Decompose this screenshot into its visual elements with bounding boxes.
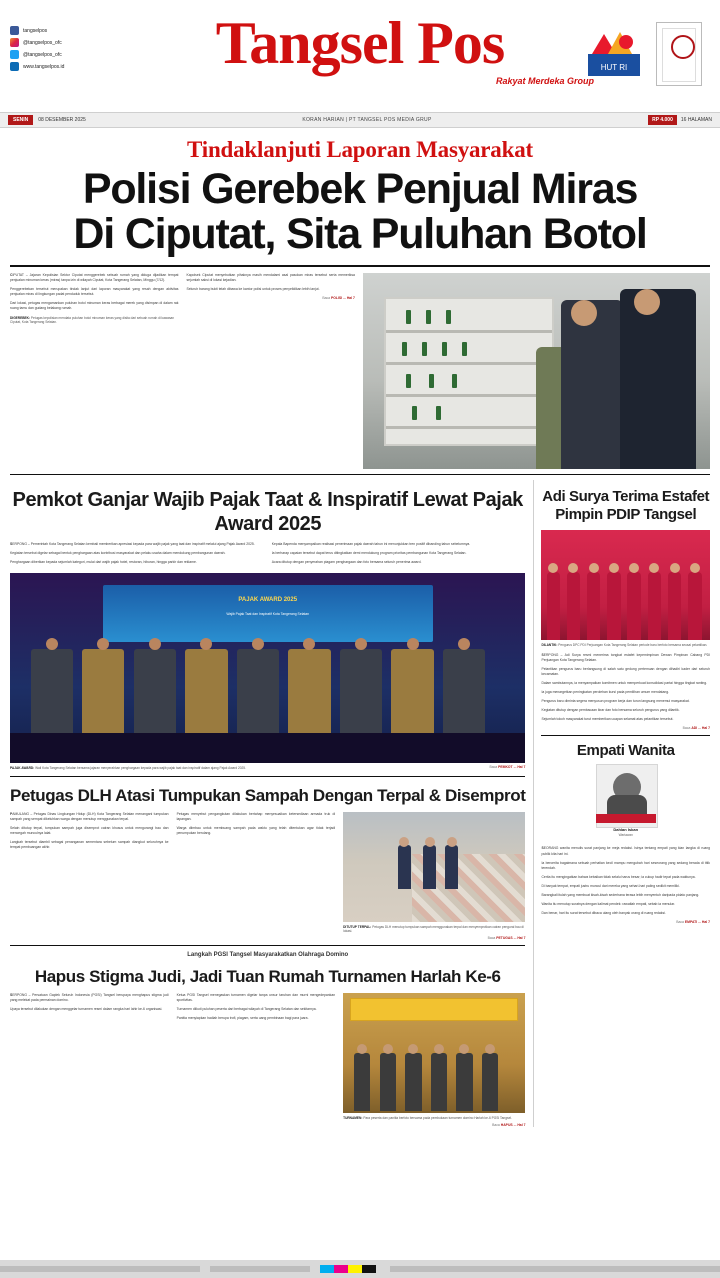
dlh-photo (343, 812, 525, 922)
shelf-shape (384, 297, 555, 446)
lead-col-2 (186, 273, 354, 469)
paragraph: SEORANG wanita menulis surat panjang ke meja redaksi. Isinya tentang empati yang kian langka di ruang publik kita hari ini. (541, 846, 710, 856)
judi-overline: Langkah PGSI Tangsel Masyarakatkan Olahraga Domino (187, 952, 349, 959)
secondary-row (10, 480, 710, 1127)
lead-text-2 (186, 273, 354, 292)
paragraph: Dalam sambutannya, ia menyampaikan komitmen untuk memperkuat konsolidasi partai hingga tingkat ranting. (541, 680, 708, 685)
paragraph: Kegiatan ditutup dengan pembacaan ikrar dan foto bersama seluruh pengurus yang dilantik. (541, 708, 680, 713)
masthead-title: Tangsel Pos (215, 10, 505, 76)
paragraph: Barangkali itulah yang membuat kisah-kisah sederhana terasa lebih menyentuh daripada pidato panjang. (541, 893, 700, 897)
stage-screen (103, 585, 433, 642)
paragraph: CIPUTAT – Jajaran Kepolisian Sektor Ciputat menggerebek sebuah rumah yang diduga dijadikan tempat penjualan minuman keras (miras) tanpa izin di wilayah Ciputat, Kota Tangerang Selatan, Minggu (7/12). (10, 273, 179, 283)
judi-col-1 (10, 993, 169, 1127)
judi-photo-caption (343, 1116, 525, 1121)
columnist-role: Wartawan (618, 833, 633, 838)
lead-headline-line2: Di Ciputat, Sita Puluhan Botol (73, 210, 647, 258)
opinion-jump[interactable] (541, 920, 710, 924)
columnist-namebar (596, 814, 656, 823)
pajak-caption-row (10, 763, 525, 771)
jump-target: EMPATI ... Hal 7 (684, 920, 710, 925)
paragraph: Petugas menyebut pengangkutan dilakukan bertahap menyesuaikan ketersediaan armada truk di lapangan. (176, 811, 336, 821)
jump-label: Baca (322, 296, 331, 301)
dlh-photo-block (343, 812, 525, 940)
dlh-text-1 (10, 812, 169, 851)
paragraph: Kepala Bapenda menyampaikan realisasi penerimaan pajak daerah tahun ini menunjukkan tren positif dibanding tahun sebelumnya. (271, 542, 471, 546)
paragraph: Kegiatan tersebut digelar sebagai bentuk penghargaan atas kontribusi masyarakat dan pelaku usaha dalam mendukung pembangunan daerah. (10, 551, 226, 556)
paragraph: Seluruh barang bukti telah dibawa ke kantor polisi untuk proses penyelidikan lebih lanjut. (186, 287, 320, 292)
dlh-row (10, 812, 525, 940)
print-registration-bar (0, 1260, 720, 1278)
jump-target: POLISI ... Hal 7 (331, 296, 355, 301)
color-mark-magenta (334, 1265, 348, 1273)
jump-label: Baca (676, 920, 684, 925)
hut-ri-logo-icon (586, 28, 642, 80)
headline-rule (10, 265, 710, 267)
lead-headline (0, 167, 720, 257)
caption-label: DIGEREBEK: (10, 315, 31, 320)
price-badge: RP 4.000 (648, 115, 677, 125)
pdip-jump[interactable] (541, 726, 710, 730)
paragraph: Wanita itu menutup suratnya dengan kalimat pendek: rawatlah empati, sebab ia menular. (541, 902, 675, 907)
left-package (10, 480, 525, 1127)
edition-day-badge: SENIN (8, 115, 33, 125)
masthead (0, 0, 720, 112)
paragraph: Upaya tersebut dilakukan dengan menggelar turnamen resmi dalam rangka hari lahir ke-6 organisasi. (10, 1007, 163, 1012)
jump-label: Baca (492, 1122, 500, 1127)
lead-col-1 (10, 273, 178, 469)
pajak-jump[interactable] (376, 765, 525, 769)
masthead-tagline: Rakyat Merdeka Group (495, 76, 594, 86)
paragraph: SERPONG – Persatuan Gaplek Seluruh Indonesia (PGSI) Tangsel berupaya menghapus stigma judi yang melekat pada permainan domino. (10, 993, 169, 1003)
lead-text-1 (10, 273, 178, 312)
pajak-headline: Pemkot Ganjar Wajib Pajak Taat & Inspiratif Lewat Pajak Award 2025 (12, 489, 523, 535)
paragraph: Ia berharap capaian tersebut dapat terus ditingkatkan demi mendukung program prioritas pembangunan Kota Tangerang Selatan. (271, 551, 467, 556)
sidebar-column (533, 480, 710, 1127)
columnist-name: Dahlan Iskan (613, 827, 639, 833)
dlh-text-2 (177, 812, 336, 836)
color-mark-cyan (320, 1265, 334, 1273)
paragraph: SERPONG – Adi Surya resmi menerima tongkat estafet kepemimpinan Dewan Pimpinan Cabang PDI Perjuangan Kota Tangerang Selatan. (541, 652, 710, 662)
paragraph: Turnamen diikuti puluhan peserta dari berbagai wilayah di Tangerang Selatan dan sekitarnya. (176, 1007, 317, 1012)
jump-target: HAPUS ... Hal 7 (500, 1122, 526, 1127)
svg-text:HUT RI: HUT RI (600, 63, 628, 72)
social-label: @tangselpos_ofc (23, 51, 62, 58)
paragraph: Pelantikan pengurus baru berlangsung di salah satu gedung pertemuan dengan dihadiri kader dari seluruh kecamatan. (541, 666, 710, 676)
paragraph: PAMULANG – Petugas Dinas Lingkungan Hidup (DLH) Kota Tangerang Selatan menangani tumpukan sampah yang sempat dikeluhkan warga dengan menutup menggunakan terpal. (10, 811, 169, 821)
publisher-line: KORAN HARIAN | PT TANGSEL POS MEDIA GRUP (302, 117, 432, 123)
social-label: @tangselpos_ofc (23, 39, 62, 46)
paragraph: Cerita itu mengingatkan bahwa kebaikan tidak selalu harus besar; ia cukup hadir tepat pada waktunya. (541, 874, 696, 879)
pajak-text-2 (272, 542, 526, 565)
divider (10, 776, 525, 777)
jump-target: PEMKOT ... Hal 7 (498, 765, 526, 770)
caption-text: Petugas kepolisian mendata puluhan botol minuman keras yang disita dari sebuah rumah di kawasan Ciputat, Kota Tangerang Selatan. (10, 315, 175, 325)
judi-row (10, 993, 525, 1127)
paragraph: Penghargaan diberikan kepada sejumlah kategori, mulai dari wajib pajak hotel, restoran, hiburan, hingga parkir dan reklame. (10, 560, 197, 565)
lead-photo-block (363, 273, 710, 469)
paragraph: Langkah tersebut diambil sebagai penanganan sementara sebelum sampah diangkut seluruhnya ke tempat pembuangan akhir. (10, 840, 169, 850)
paragraph: Ia juga menargetkan peningkatan perolehan kursi pada pemilihan umum mendatang. (541, 690, 670, 695)
paragraph: Sejumlah tokoh masyarakat turut memberikan ucapan selamat atas pelantikan tersebut. (541, 717, 674, 722)
lead-jump[interactable] (186, 296, 354, 300)
judi-col-2 (177, 993, 336, 1127)
caption-text: Para peserta dan panitia berfoto bersama pada pembukaan turnamen domino Harlah ke-6 PGSI Tangsel. (363, 1116, 512, 1121)
judi-text-1 (10, 993, 169, 1012)
jump-label: Baca (487, 936, 496, 941)
jump-label: Baca (682, 726, 691, 731)
divider (541, 735, 710, 736)
paragraph: Dan benar, hari itu surat tersebut dibaca ulang oleh banyak orang di ruang redaksi. (541, 911, 666, 916)
caption-text: Petugas DLH menutup tumpukan sampah menggunakan terpal dan menyemprotkan cairan pengurai bau di lokasi. (343, 924, 524, 934)
pdip-photo-caption (541, 643, 710, 648)
pajak-col-1 (10, 542, 264, 569)
page-body (0, 273, 720, 1127)
dlh-jump[interactable] (343, 936, 525, 940)
paragraph: Di banyak tempat, empati justru muncul dari mereka yang sehari-hari paling sedikit memiliki. (541, 883, 680, 888)
paragraph: Acara ditutup dengan penyerahan piagam penghargaan dan foto bersama seluruh penerima award. (271, 560, 422, 565)
pdip-headline: Adi Surya Terima Estafet Pimpin PDIP Tangsel (542, 488, 710, 523)
pajak-photo-caption (10, 766, 368, 771)
dlh-col-2 (177, 812, 336, 940)
pajak-text-1 (10, 542, 264, 565)
social-label: www.tangselpos.id (23, 63, 65, 70)
pdip-photo (541, 530, 710, 640)
paragraph: SERPONG – Pemerintah Kota Tangerang Selatan kembali memberikan apresiasi kepada para wajib pajak yang taat dan inspiratif melalui ajang Pajak Award 2025. (10, 542, 255, 546)
cmyk-color-marks (320, 1265, 376, 1273)
caption-label: DILANTIK: (541, 643, 558, 647)
paragraph: Ketua PGSI Tangsel menegaskan turnamen digelar tanpa unsur taruhan dan murni mengedepankan sportivitas. (176, 993, 336, 1003)
judi-text-2 (177, 993, 336, 1021)
caption-label: PAJAK AWARD: (10, 766, 35, 771)
paragraph: Ia bercerita bagaimana sebuah perhatian kecil mampu mengubah hari seseorang yang sedang berada di titik terendah. (541, 860, 710, 870)
lead-photo (363, 273, 710, 469)
dlh-col-1 (10, 812, 169, 940)
divider (10, 474, 710, 475)
jump-target: ADI ... Hal 7 (691, 726, 710, 731)
judi-jump[interactable] (343, 1123, 525, 1127)
paragraph: Pengurus baru diminta segera menyusun program kerja dan turun langsung menemui masyarakat. (541, 699, 690, 704)
judi-photo-block (343, 993, 525, 1127)
page-count: 16 HALAMAN (680, 117, 712, 123)
lead-headline-line1: Polisi Gerebek Penjual Miras (82, 165, 638, 213)
edition-date: 08 DESEMBER 2025 (38, 117, 86, 123)
judi-headline: Hapus Stigma Judi, Jadi Tuan Rumah Turnamen Harlah Ke-6 (34, 967, 501, 987)
screen-title: PAJAK AWARD 2025 (238, 597, 298, 604)
dlh-headline: Petugas DLH Atasi Tumpukan Sampah Dengan Terpal & Disemprot (10, 785, 526, 805)
caption-label: TURNAMEN: (343, 1116, 363, 1121)
opinion-text (541, 846, 710, 916)
lead-photo-caption-a (10, 316, 178, 325)
pajak-col-2 (272, 542, 526, 569)
paragraph: Selain ditutup terpal, tumpukan sampah juga disemprot cairan khusus untuk mengurangi bau dan mencegah munculnya lalat. (10, 826, 169, 836)
lead-kicker: Tindaklanjuti Laporan Masyarakat (187, 137, 533, 162)
paragraph: Kapolsek Ciputat menyebutkan pihaknya masih mendalami asal pasokan miras tersebut serta memeriksa sejumlah saksi di lokasi kejadian. (186, 273, 355, 283)
judi-photo (343, 993, 525, 1113)
color-mark-black (362, 1265, 376, 1273)
paragraph: Dari lokasi, petugas mengamankan puluhan botol minuman keras berbagai merek yang disimpan di dalam rak ruang tamu dan gudang belakang rumah. (10, 301, 179, 311)
social-label: tangselpos (23, 27, 48, 34)
caption-text: Pengurus DPC PDI Perjuangan Kota Tangerang Selatan periode baru berfoto bersama seusai pelantikan. (558, 643, 708, 647)
paragraph: Warga diimbau untuk membuang sampah pada waktu yang telah ditentukan agar tidak terjadi penumpukan berulang. (176, 826, 336, 836)
columnist-block (541, 764, 710, 842)
press-council-logo-icon (656, 22, 702, 86)
jump-label: Baca (489, 765, 498, 770)
color-mark-yellow (348, 1265, 362, 1273)
divider (10, 945, 525, 946)
paragraph: Penggerebekan tersebut merupakan tindak lanjut dari laporan masyarakat yang resah dengan aktivitas penjualan miras di lingkungan padat penduduk tersebut. (10, 287, 179, 297)
jump-target: PETUGAS ... Hal 7 (496, 936, 526, 941)
lead-row (10, 273, 710, 469)
pajak-text-row (10, 542, 525, 569)
caption-label: DITUTUP TERPAL: (343, 924, 372, 929)
screen-subtitle: Wajib Pajak Taat dan Inspiratif Kota Tangerang Selatan (226, 612, 310, 617)
edition-infobar (0, 112, 720, 128)
pdip-text (541, 653, 710, 723)
dlh-photo-caption (343, 925, 525, 934)
paragraph: Panitia menyiapkan hadiah berupa trofi, piagam, serta uang pembinaan bagi para juara. (176, 1016, 309, 1021)
pajak-photo (10, 573, 525, 763)
opinion-headline: Empati Wanita (576, 742, 675, 760)
caption-text: Wali Kota Tangerang Selatan bersama jajaran menyerahkan penghargaan kepada para wajib pajak taat dan inspiratif dalam ajang Pajak Award 2025. (35, 766, 246, 771)
